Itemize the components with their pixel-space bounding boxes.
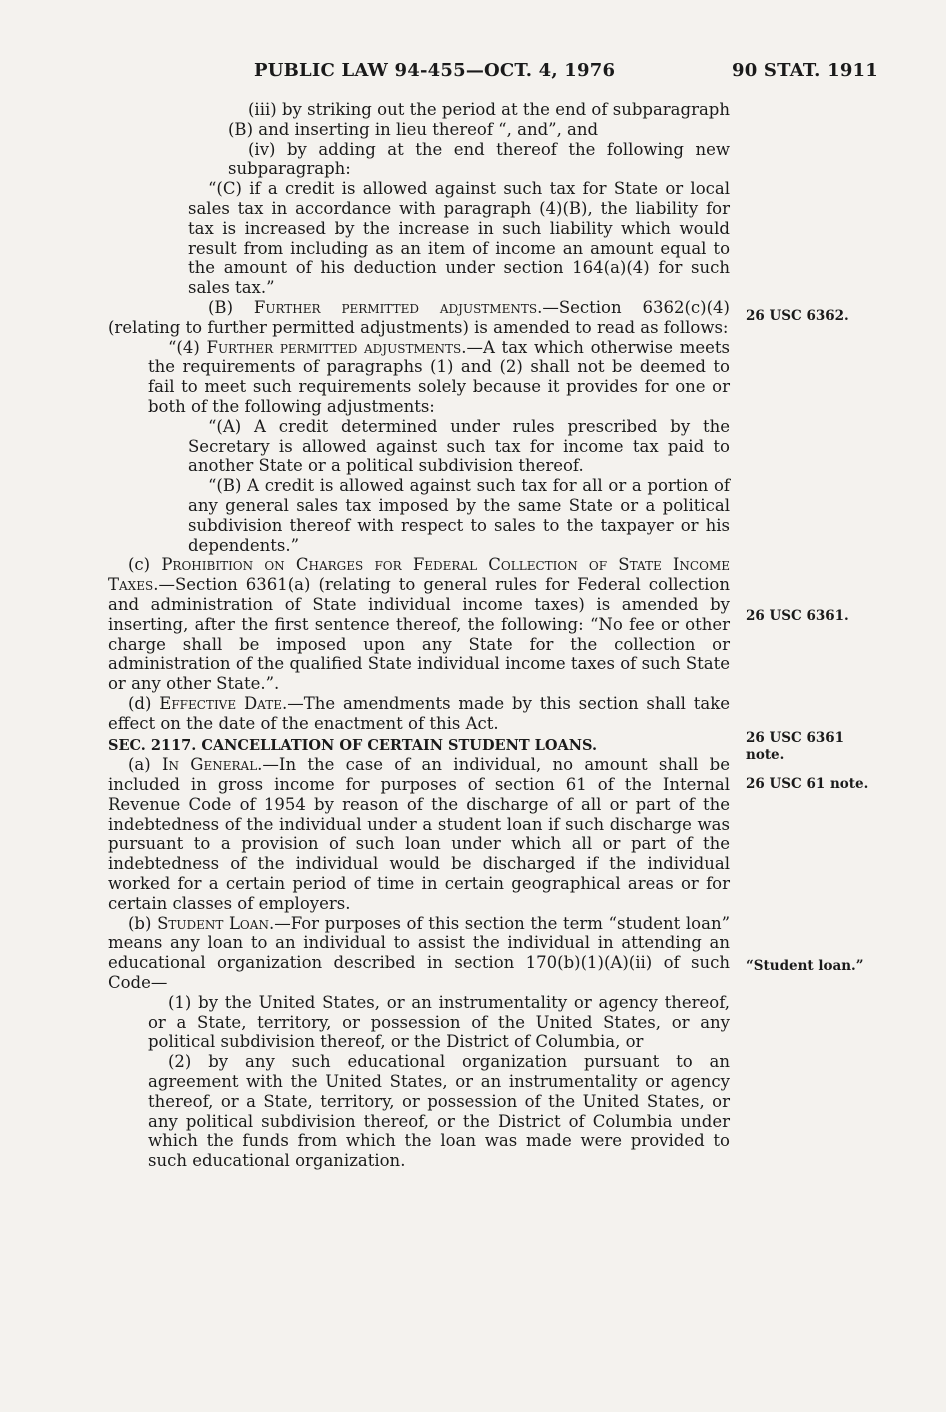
subparagraph-a-credit: “(A) A credit determined under rules prescribed by the Secretary is allowed against such tax for income tax paid to another State or a political subdivision thereof. [188, 416, 730, 476]
margin-note: 26 USC 6361. [746, 608, 849, 624]
subsection-b-student-loan [108, 914, 730, 993]
subsection-label: (b) [128, 913, 152, 933]
margin-note: 26 USC 6361 note. [746, 730, 845, 763]
subsection-heading: Effective Date. [159, 693, 288, 713]
running-header-right: 90 STAT. 1911 [732, 60, 879, 81]
subsection-label: (d) [128, 693, 152, 713]
clause-iv: (iv) by adding at the end thereof the following new subparagraph: [228, 139, 730, 179]
subsection-label: (a) [128, 755, 151, 775]
paragraph-label: “(4) [168, 337, 200, 357]
subsection-label: (c) [128, 555, 151, 575]
subsection-b-further-adjustments [108, 298, 730, 338]
margin-note: 26 USC 6362. [746, 308, 849, 324]
subsection-a-in-general [108, 755, 730, 913]
subsection-c-prohibition [108, 555, 730, 694]
paragraph-4 [108, 338, 730, 417]
running-header-left: PUBLIC LAW 94-455—OCT. 4, 1976 [254, 60, 616, 81]
subsection-heading: Further permitted adjustments. [253, 297, 543, 317]
section-heading: SEC. 2117. CANCELLATION OF CERTAIN STUDENT LOANS. [108, 736, 597, 754]
subsection-d-effective-date [108, 694, 730, 734]
subsection-heading: Prohibition on Charges for Federal Collection of State Income Taxes. [108, 555, 730, 595]
paragraph-text: —A tax which otherwise meets the requirements of paragraphs (1) and (2) shall not be deemed to fail to meet such requirements solely because it provides for one or both of the following adjustments: [148, 337, 731, 416]
paragraph-heading: Further permitted adjustments. [206, 337, 467, 357]
subsection-text: —In the case of an individual, no amount shall be included in gross income for purposes of section 61 of the Internal Revenue Code of 1954 by reason of the discharge of all or part of the indebtedness of the individual under a student loan if such discharge was pursuant to a provision of such loan under which all or part of the indebtedness of the individual would be discharged if the individual worked for a certain period of time in certain geographical areas or for certain classes of employers. [108, 755, 730, 913]
subsection-text: —Section 6361(a) (relating to general rules for Federal collection and administration of State individual income taxes) is amended by inserting, after the first sentence thereof, the following: “No fee or other charge shall be imposed upon any State for the collection or administration of the qualified State individual income taxes of such State or any other State.”. [108, 575, 730, 694]
subparagraph-c: “(C) if a credit is allowed against such tax for State or local sales tax in accordance with paragraph (4)(B), the liability for tax is increased by the increase in such liability which would result from including as an item of income an amount equal to the amount of his deduction under section 164(a)(4) for such sales tax.” [188, 179, 730, 298]
subsection-heading: In General. [162, 755, 263, 775]
statute-body [108, 100, 730, 1171]
margin-note: “Student loan.” [746, 958, 864, 974]
paragraph-1: (1) by the United States, or an instrumentality or agency thereof, or a State, territory, or possession of the United States, or any political subdivision thereof, or the District of Columbia, or [148, 992, 730, 1052]
subsection-text: —Section 6362(c)(4) (relating to further permitted adjustments) is amended to read as follows: [108, 297, 730, 337]
subsection-label: (B) [208, 297, 233, 317]
subsection-text: —The amendments made by this section shall take effect on the date of the enactment of this Act. [108, 693, 730, 733]
clause-iii: (iii) by striking out the period at the end of subparagraph (B) and inserting in lieu thereof “, and”, and [228, 100, 730, 139]
subsection-text: —For purposes of this section the term “student loan” means any loan to an individual to assist the individual in attending an educational organization described in section 170(b)(1)(A)(ii) of such Code— [108, 913, 731, 993]
subparagraph-b-credit: “(B) A credit is allowed against such tax for all or a portion of any general sales tax imposed by the same State or a political subdivision thereof with respect to sales to the taxpayer or his dependents.” [188, 476, 730, 555]
margin-note: 26 USC 61 note. [746, 776, 869, 792]
paragraph-2: (2) by any such educational organization pursuant to an agreement with the United States, or an instrumentality or agency thereof, or a State, territory, or possession of the United States, or any political subdivision thereof, or the District of Columbia under which the funds from which the loan was made were provided to such educational organization. [148, 1052, 730, 1171]
subsection-heading: Student Loan. [157, 913, 275, 933]
